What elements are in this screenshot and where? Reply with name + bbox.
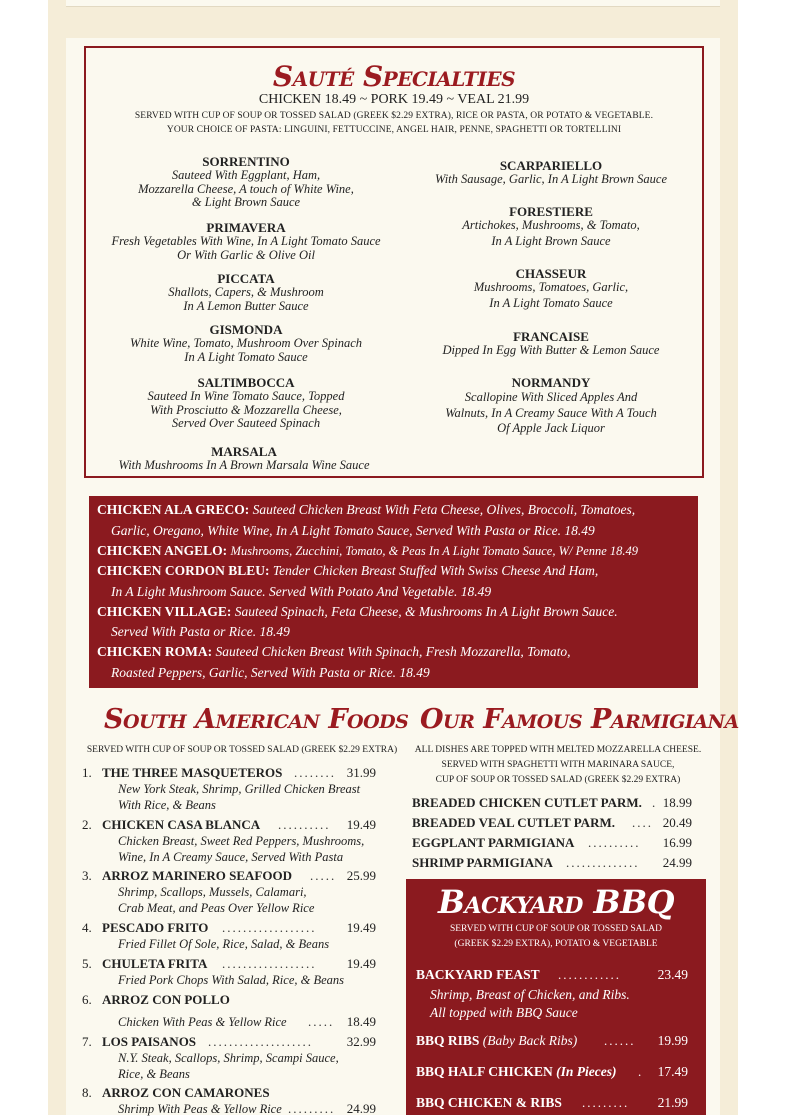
item-price: 20.49 <box>662 815 692 830</box>
chicken-desc: Garlic, Oregano, White Wine, In A Light Tomato Sauce, Served With Pasta or Rice. 18.49 <box>111 523 595 538</box>
dish-name: NORMANDY <box>511 375 591 390</box>
chicken-desc: Mushrooms, Zucchini, Tomato, & Peas In A Light Tomato Sauce, W/ Penne 18.49 <box>230 544 639 558</box>
item-desc: Wine, In A Creamy Sauce, Served With Pasta <box>118 850 344 864</box>
bbq-note-line: (GREEK $2.29 EXTRA), POTATO & VEGETABLE <box>454 939 658 949</box>
leader-dots: .............. <box>566 855 640 870</box>
item-price: 19.49 <box>346 817 376 832</box>
leader-dots: ...... <box>604 1033 636 1048</box>
leader-dots: . <box>638 1064 644 1079</box>
item-name-text: BBQ RIBS <box>416 1033 480 1048</box>
item-name: CHICKEN CASA BLANCA <box>102 817 261 832</box>
item-price: 17.49 <box>657 1064 688 1079</box>
parmigiana-item <box>412 795 692 811</box>
parmigiana-note-line: ALL DISHES ARE TOPPED WITH MELTED MOZZARELLA CHEESE. <box>414 745 702 755</box>
chicken-desc: In A Light Mushroom Sauce. Served With Potato And Vegetable. 18.49 <box>111 584 492 599</box>
item-paren: (In Pieces) <box>556 1064 617 1079</box>
item-desc: Shrimp, Scallops, Mussels, Calamari, <box>118 885 307 899</box>
item-number: 3. <box>82 868 92 883</box>
dish-francaise <box>398 329 704 358</box>
chicken-desc: Served With Pasta or Rice. 18.49 <box>111 624 290 639</box>
dish-forestiere <box>398 204 704 248</box>
dish-name: FORESTIERE <box>509 204 593 219</box>
item-name: LOS PAISANOS <box>102 1034 197 1049</box>
leader-dots: ......... <box>582 1095 630 1110</box>
top-strip <box>66 0 720 7</box>
dish-name: PICCATA <box>217 271 275 286</box>
item-name: BACKYARD FEAST <box>416 967 540 982</box>
leader-dots: . <box>652 795 658 810</box>
chicken-row <box>97 563 598 579</box>
parmigiana-item <box>412 815 692 831</box>
leader-dots: .................. <box>222 956 317 971</box>
dish-name: SCARPARIELLO <box>499 158 603 173</box>
dish-saltimbocca <box>96 375 396 431</box>
dish-desc: In A Light Tomato Sauce <box>184 349 308 364</box>
dish-piccata <box>96 271 396 313</box>
item-desc: Shrimp, Breast of Chicken, and Ribs. <box>430 987 630 1002</box>
leader-dots: .................. <box>222 920 317 935</box>
item-name: PESCADO FRITO <box>102 920 209 935</box>
dish-name: SORRENTINO <box>202 154 290 169</box>
chicken-name: CHICKEN ALA GRECO: <box>97 502 250 517</box>
item-name: THE THREE MASQUETEROS <box>102 765 283 780</box>
item-name <box>416 1064 617 1080</box>
south-american-title: South American Foods <box>104 704 409 735</box>
item-number: 4. <box>82 920 92 935</box>
item-desc: All topped with BBQ Sauce <box>430 1005 578 1020</box>
item-price: 25.99 <box>346 868 376 883</box>
dish-name: MARSALA <box>211 444 277 459</box>
item-name: BREADED CHICKEN CUTLET PARM. <box>412 795 642 810</box>
item-name: SHRIMP PARMIGIANA <box>412 855 553 870</box>
chicken-name: CHICKEN VILLAGE: <box>97 604 232 619</box>
dish-desc: & Light Brown Sauce <box>191 195 301 209</box>
bbq-item <box>416 1095 688 1113</box>
bbq-item <box>416 1064 688 1082</box>
item-number: 1. <box>82 765 92 780</box>
leader-dots: ..... <box>310 868 337 883</box>
leader-dots: ..... <box>308 1014 335 1029</box>
chicken-desc: Roasted Peppers, Garlic, Served With Pasta or Rice. 18.49 <box>111 665 430 680</box>
item-desc: N.Y. Steak, Scallops, Shrimp, Scampi Sauce, <box>118 1051 339 1065</box>
parmigiana-item <box>412 835 692 851</box>
dish-desc: Served Over Sauteed Spinach <box>171 416 321 430</box>
chicken-name: CHICKEN ROMA: <box>97 644 213 659</box>
leader-dots: ......... <box>288 1101 336 1116</box>
chicken-desc: Sauteed Chicken Breast With Feta Cheese, Olives, Broccoli, Tomatoes, <box>252 502 636 517</box>
item-number: 6. <box>82 992 92 1007</box>
south-american-note: SERVED WITH CUP OF SOUP OR TOSSED SALAD (GREEK $2.29 EXTRA) <box>86 745 398 755</box>
chicken-row <box>111 584 491 600</box>
leader-dots: ............ <box>558 967 621 982</box>
saute-note-2: YOUR CHOICE OF PASTA: LINGUINI, FETTUCCINE, ANGEL HAIR, PENNE, SPAGHETTI OR TORTELLINI <box>166 125 622 135</box>
leader-dots: .................... <box>208 1034 313 1049</box>
saute-prices: CHICKEN 18.49 ~ PORK 19.49 ~ VEAL 21.99 <box>258 92 530 107</box>
parmigiana-item <box>412 855 692 871</box>
chicken-row <box>111 624 290 640</box>
dish-desc: In A Lemon Butter Sauce <box>183 298 309 313</box>
item-name: BREADED VEAL CUTLET PARM. <box>412 815 615 830</box>
item-price: 24.99 <box>662 855 692 870</box>
dish-desc: With Sausage, Garlic, In A Light Brown Sauce <box>434 172 668 186</box>
dish-desc: Of Apple Jack Liquor <box>497 421 605 435</box>
item-desc: New York Steak, Shrimp, Grilled Chicken Breast <box>118 782 361 796</box>
item-price: 32.99 <box>346 1034 376 1049</box>
dish-desc: Or With Garlic & Olive Oil <box>177 247 315 262</box>
item-desc: Rice, & Beans <box>118 1067 190 1081</box>
chicken-row <box>97 644 570 660</box>
item-desc: Fried Pork Chops With Salad, Rice, & Beans <box>118 973 345 987</box>
item-desc: Crab Meat, and Peas Over Yellow Rice <box>118 901 315 915</box>
chicken-row <box>97 502 635 518</box>
chicken-desc: Sauteed Chicken Breast With Spinach, Fresh Mozzarella, Tomato, <box>215 644 571 659</box>
leader-dots: .......... <box>588 835 641 850</box>
dish-chasseur <box>398 266 704 310</box>
dish-scarpariello <box>398 158 704 187</box>
leader-dots: .... <box>632 815 653 830</box>
item-price: 19.99 <box>657 1033 688 1048</box>
item-number: 7. <box>82 1034 92 1049</box>
dish-gismonda <box>96 322 396 364</box>
item-price: 19.49 <box>346 956 376 971</box>
dish-desc: Mushrooms, Tomatoes, Garlic, <box>473 280 629 294</box>
chicken-name: CHICKEN CORDON BLEU: <box>97 563 270 578</box>
backyard-bbq-section <box>406 879 706 1115</box>
dish-desc: In A Light Tomato Sauce <box>489 295 613 310</box>
item-price: 16.99 <box>662 835 692 850</box>
item-desc: Shrimp With Peas & Yellow Rice <box>118 1102 282 1116</box>
parmigiana-note-line: CUP OF SOUP OR TOSSED SALAD (GREEK $2.29 EXTRA) <box>435 775 681 785</box>
item-name-text: BBQ HALF CHICKEN <box>416 1064 553 1079</box>
dish-name: FRANCAISE <box>513 329 589 344</box>
item-price: 18.99 <box>662 795 692 810</box>
dish-desc: Sauteed In Wine Tomato Sauce, Topped <box>147 389 345 403</box>
dish-primavera <box>86 220 406 262</box>
item-desc: With Rice, & Beans <box>118 798 216 812</box>
dish-marsala <box>86 444 402 473</box>
dish-desc: Mozzarella Cheese, A touch of White Wine, <box>138 181 354 196</box>
dish-desc: With Prosciutto & Mozzarella Cheese, <box>150 402 342 417</box>
dish-desc: With Mushrooms In A Brown Marsala Wine Sauce <box>118 458 370 472</box>
dish-desc: Scallopine With Sliced Apples And <box>464 390 638 404</box>
dish-desc: Dipped In Egg With Butter & Lemon Sauce <box>442 343 660 357</box>
parmigiana-title: Our Famous Parmigiana <box>420 704 739 735</box>
dish-desc: White Wine, Tomato, Mushroom Over Spinach <box>129 336 363 350</box>
item-name <box>416 1033 577 1049</box>
item-desc: Chicken Breast, Sweet Red Peppers, Mushrooms, <box>118 834 365 848</box>
chicken-desc: Tender Chicken Breast Stuffed With Swiss Cheese And Ham, <box>272 563 599 578</box>
item-price: 18.49 <box>346 1014 376 1029</box>
item-price: 21.99 <box>657 1095 688 1110</box>
item-desc: Fried Fillet Of Sole, Rice, Salad, & Beans <box>118 937 330 951</box>
item-price: 31.99 <box>346 765 376 780</box>
dish-desc: Walnuts, In A Creamy Sauce With A Touch <box>445 405 657 420</box>
item-number: 2. <box>82 817 92 832</box>
dish-name: CHASSEUR <box>515 266 587 281</box>
dish-name: GISMONDA <box>209 322 283 337</box>
saute-specialties-section <box>84 46 704 478</box>
item-name: BBQ CHICKEN & RIBS <box>416 1095 562 1110</box>
dish-desc: In A Light Brown Sauce <box>491 233 611 248</box>
saute-title: Sauté Specialties <box>272 60 516 93</box>
item-price: 23.49 <box>657 967 688 982</box>
dish-normandy <box>398 375 704 436</box>
chicken-row <box>111 523 595 539</box>
dish-sorrentino <box>96 154 396 210</box>
item-price: 19.49 <box>346 920 376 935</box>
item-name: CHULETA FRITA <box>102 956 208 971</box>
chicken-row <box>97 543 638 559</box>
chicken-name: CHICKEN ANGELO: <box>97 543 228 558</box>
bbq-item <box>416 967 688 985</box>
chicken-row <box>111 665 430 681</box>
item-number: 5. <box>82 956 92 971</box>
item-price: 24.99 <box>346 1101 376 1116</box>
bbq-note <box>406 922 706 952</box>
dish-desc: Artichokes, Mushrooms, & Tomato, <box>462 218 640 232</box>
item-name: ARROZ CON POLLO <box>102 992 230 1007</box>
parmigiana-note-line: SERVED WITH SPAGHETTI WITH MARINARA SAUCE, <box>441 760 675 770</box>
bbq-title: Backyard BBQ <box>438 883 674 921</box>
chicken-row <box>97 604 618 620</box>
saute-note-1: SERVED WITH CUP OF SOUP OR TOSSED SALAD (GREEK $2.29 EXTRA), RICE OR PASTA, OR POTATO & VEGETABLE. <box>134 111 654 121</box>
leader-dots: ........ <box>294 765 336 780</box>
leader-dots: .......... <box>278 817 331 832</box>
dish-name: SALTIMBOCCA <box>197 375 295 390</box>
item-name: ARROZ MARINERO SEAFOOD <box>102 868 292 883</box>
parmigiana-note <box>408 743 708 788</box>
dish-desc: Sauteed With Eggplant, Ham, <box>171 168 321 182</box>
bbq-item <box>416 1033 688 1051</box>
dish-desc: Fresh Vegetables With Wine, In A Light Tomato Sauce <box>111 234 381 248</box>
bbq-note-line: SERVED WITH CUP OF SOUP OR TOSSED SALAD <box>449 924 663 934</box>
item-name: EGGPLANT PARMIGIANA <box>412 835 575 850</box>
item-number: 8. <box>82 1085 92 1100</box>
chicken-desc: Sauteed Spinach, Feta Cheese, & Mushrooms In A Light Brown Sauce. <box>234 604 618 619</box>
dish-desc: Shallots, Capers, & Mushroom <box>168 285 324 299</box>
item-desc: Chicken With Peas & Yellow Rice <box>118 1015 287 1029</box>
item-name: ARROZ CON CAMARONES <box>102 1085 270 1100</box>
dish-name: PRIMAVERA <box>206 220 286 235</box>
item-paren: (Baby Back Ribs) <box>482 1033 578 1048</box>
chicken-specials-section <box>89 496 698 688</box>
